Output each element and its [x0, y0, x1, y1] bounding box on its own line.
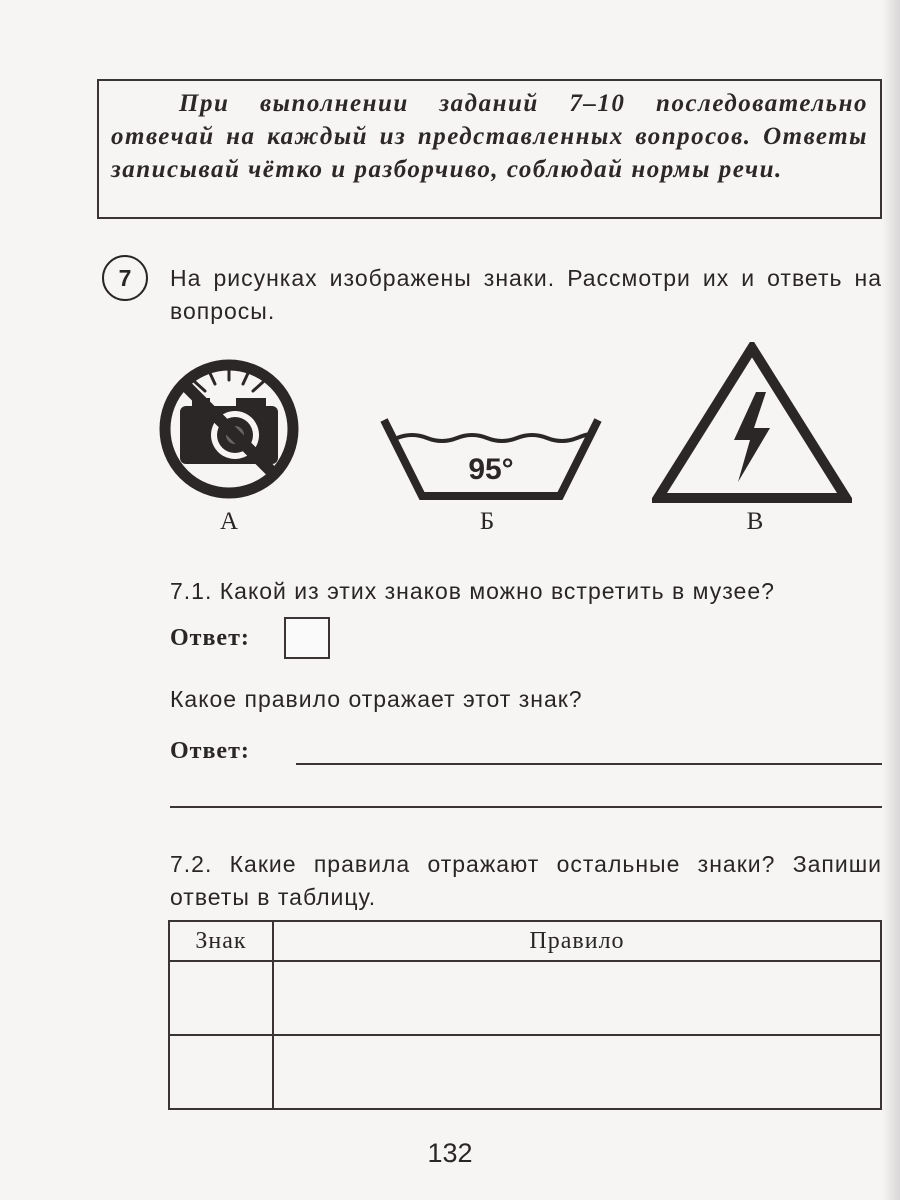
table-header-row [169, 921, 881, 961]
answer-label-1: Ответ: [170, 625, 250, 651]
sign-label-a: А [219, 508, 239, 535]
table-row [169, 1035, 881, 1109]
wash-temperature: 95° [468, 453, 514, 486]
rule-question: Какое правило отражает этот знак? [170, 686, 583, 712]
table-cell-sign[interactable] [169, 1035, 273, 1109]
no-photography-icon [140, 358, 318, 500]
table-row [169, 961, 881, 1035]
page-edge-shadow [882, 0, 900, 1200]
answer-line-1[interactable] [296, 763, 882, 765]
question-7-1: 7.1. Какой из этих знаков можно встретить в музее? [170, 578, 775, 604]
wash-95-icon [380, 416, 602, 500]
answer-line-2[interactable] [170, 806, 882, 808]
table-header-rule: Правило [273, 921, 881, 961]
answer-table [168, 920, 882, 1110]
instruction-box: При выполнении заданий 7–10 последовательно отвечай на каждый из представленных вопросов. Ответы записывай чётко и разборчиво, соблюдай нормы речи. [97, 79, 882, 219]
question-7-2: 7.2. Какие правила отражают остальные знаки? Запиши ответы в таблицу. [170, 851, 882, 910]
answer-label-2: Ответ: [170, 738, 250, 764]
table-cell-rule[interactable] [273, 961, 881, 1035]
answer-box[interactable] [284, 617, 330, 659]
high-voltage-icon [652, 342, 852, 504]
task-text: На рисунках изображены знаки. Рассмотри их и ответь на вопросы. [170, 265, 882, 324]
sign-label-b: Б [479, 508, 495, 535]
table-cell-rule[interactable] [273, 1035, 881, 1109]
table-header-sign: Знак [169, 921, 273, 961]
table-cell-sign[interactable] [169, 961, 273, 1035]
page-number: 132 [427, 1138, 473, 1168]
task-number-badge: 7 [102, 255, 148, 301]
sign-label-c: В [746, 508, 764, 535]
